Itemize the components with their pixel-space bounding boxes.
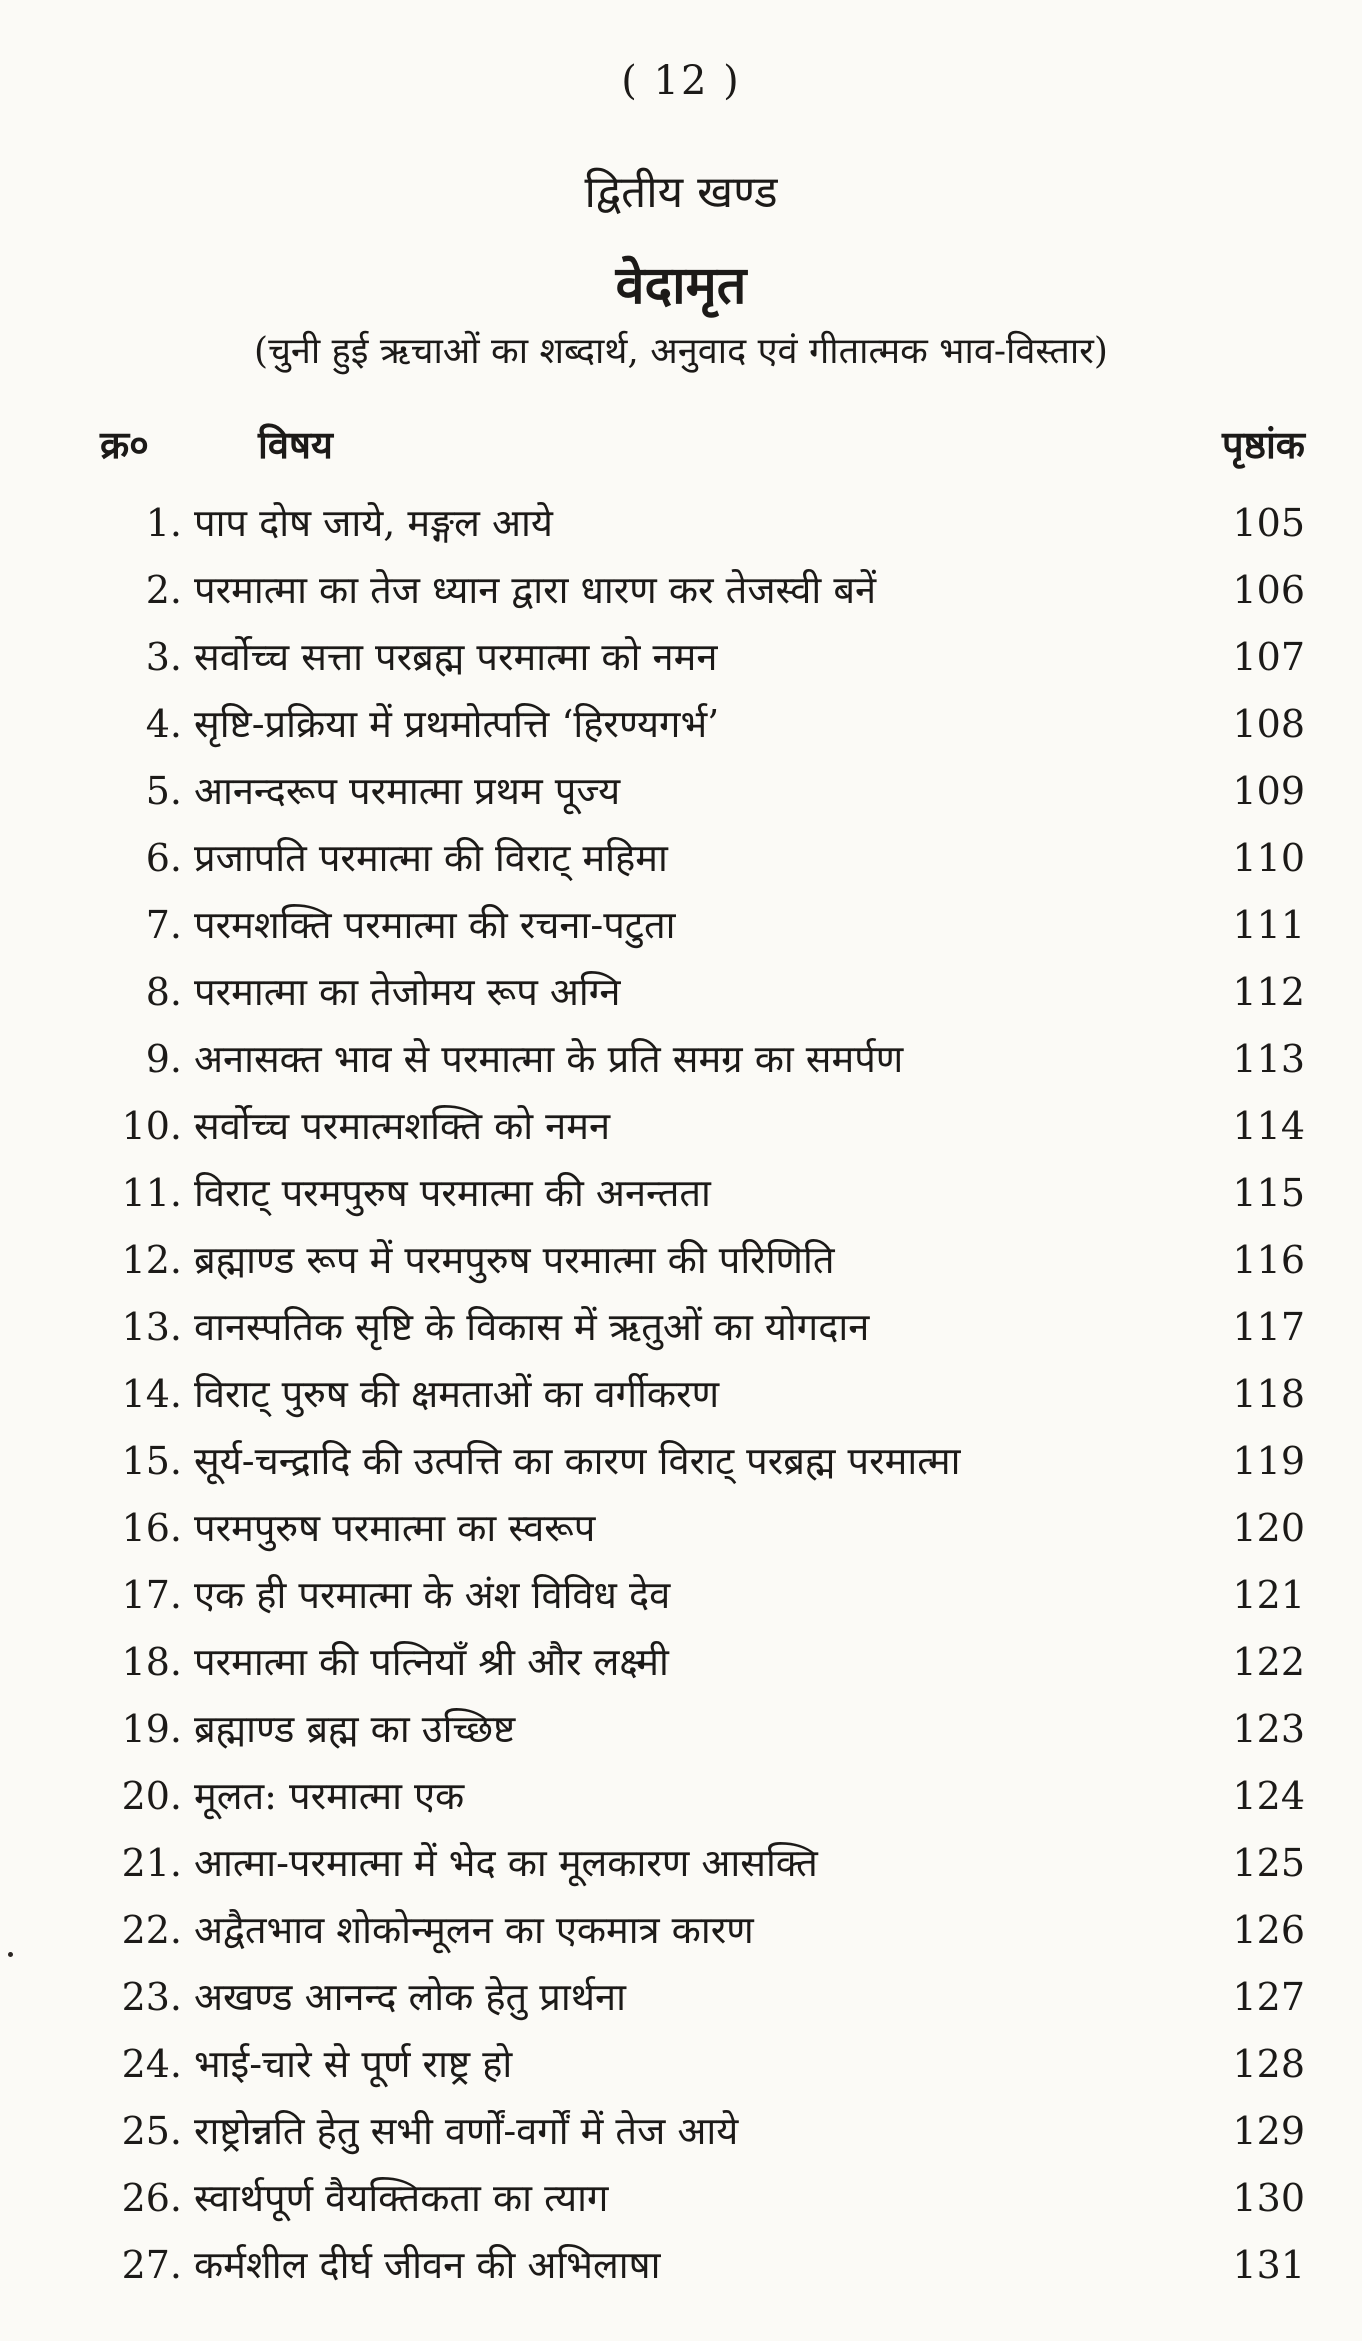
entry-page-number: 113 <box>1232 1037 1305 1081</box>
toc-entry <box>100 691 1305 758</box>
toc-entry <box>100 1160 1305 1227</box>
toc-entry <box>100 1026 1305 1093</box>
toc-entry <box>100 1093 1305 1160</box>
toc-entry <box>100 1562 1305 1629</box>
entry-title: स्वार्थपूर्ण वैयक्तिकता का त्याग <box>194 2176 609 2220</box>
toc-entry <box>100 1763 1305 1830</box>
entry-title: सर्वोच्च सत्ता परब्रह्म परमात्मा को नमन <box>194 635 718 679</box>
entry-page-number: 110 <box>1232 836 1305 880</box>
entry-number: 22. <box>121 1908 182 1952</box>
entry-title: ब्रह्माण्ड ब्रह्म का उच्छिष्ट <box>194 1707 516 1751</box>
entry-page-number: 122 <box>1232 1640 1305 1684</box>
entry-number: 1. <box>145 501 182 545</box>
entry-number: 2. <box>145 568 182 612</box>
entry-page-number: 108 <box>1232 702 1305 746</box>
entry-page-number: 120 <box>1232 1506 1305 1550</box>
entry-page-number: 123 <box>1232 1707 1305 1751</box>
entry-page-number: 124 <box>1232 1774 1305 1818</box>
entry-number: 6. <box>145 836 182 880</box>
toc-entry <box>100 959 1305 1026</box>
entry-number: 4. <box>145 702 182 746</box>
entry-title: मूलत: परमात्मा एक <box>194 1774 465 1818</box>
toc-entry <box>100 1428 1305 1495</box>
entry-page-number: 119 <box>1232 1439 1305 1483</box>
entry-number: 14. <box>121 1372 182 1416</box>
entry-page-number: 114 <box>1232 1104 1305 1148</box>
toc-entry <box>100 1495 1305 1562</box>
entry-number: 9. <box>145 1037 182 1081</box>
toc-entry <box>100 1361 1305 1428</box>
toc-entry <box>100 758 1305 825</box>
entry-title: परमशक्ति परमात्मा की रचना-पटुता <box>194 903 676 947</box>
entry-page-number: 106 <box>1232 568 1305 612</box>
entry-number: 16. <box>121 1506 182 1550</box>
entry-number: 13. <box>121 1305 182 1349</box>
page-column-header: पृष्ठांक <box>1222 422 1305 467</box>
entry-number: 7. <box>145 903 182 947</box>
toc-entry <box>100 825 1305 892</box>
entry-title: आनन्दरूप परमात्मा प्रथम पूज्य <box>194 769 621 813</box>
entry-page-number: 125 <box>1232 1841 1305 1885</box>
entry-title: सर्वोच्च परमात्मशक्ति को नमन <box>194 1104 611 1148</box>
toc-entry <box>100 490 1305 557</box>
subtitle: (चुनी हुई ऋचाओं का शब्दार्थ, अनुवाद एवं गीतात्मक भाव-विस्तार) <box>254 331 1108 372</box>
entry-page-number: 109 <box>1232 769 1305 813</box>
entry-number: 21. <box>121 1841 182 1885</box>
book-title: वेदामृत <box>615 255 747 316</box>
toc-entry <box>100 1629 1305 1696</box>
entry-number: 18. <box>121 1640 182 1684</box>
entry-page-number: 121 <box>1232 1573 1305 1617</box>
toc-entry <box>100 1964 1305 2031</box>
entry-number: 11. <box>121 1171 182 1215</box>
entry-page-number: 131 <box>1232 2243 1305 2287</box>
entry-title: एक ही परमात्मा के अंश विविध देव <box>194 1573 671 1617</box>
entry-title: परमपुरुष परमात्मा का स्वरूप <box>194 1506 596 1550</box>
serial-column-header: क्र० <box>100 422 149 467</box>
entry-number: 5. <box>145 769 182 813</box>
toc-entry <box>100 2098 1305 2165</box>
entry-title: पाप दोष जाये, मङ्गल आये <box>194 501 553 545</box>
toc-entry <box>100 1897 1305 1964</box>
toc-entry <box>100 2031 1305 2098</box>
entry-page-number: 107 <box>1232 635 1305 679</box>
entry-title: कर्मशील दीर्घ जीवन की अभिलाषा <box>194 2243 661 2287</box>
entry-number: 25. <box>121 2109 182 2153</box>
entry-title: अखण्ड आनन्द लोक हेतु प्रार्थना <box>194 1975 626 2019</box>
entry-title: अद्वैतभाव शोकोन्मूलन का एकमात्र कारण <box>194 1908 754 1952</box>
entry-title: अनासक्त भाव से परमात्मा के प्रति समग्र का समर्पण <box>194 1037 904 1081</box>
entry-number: 12. <box>121 1238 182 1282</box>
entry-title: ब्रह्माण्ड रूप में परमपुरुष परमात्मा की परिणिति <box>194 1238 835 1282</box>
toc-entry <box>100 892 1305 959</box>
toc-entry <box>100 1227 1305 1294</box>
entry-number: 10. <box>121 1104 182 1148</box>
toc-entry <box>100 2232 1305 2299</box>
entry-title: वानस्पतिक सृष्टि के विकास में ऋतुओं का योगदान <box>194 1305 870 1349</box>
entry-page-number: 117 <box>1232 1305 1305 1349</box>
entry-number: 3. <box>145 635 182 679</box>
entry-title: आत्मा-परमात्मा में भेद का मूलकारण आसक्ति <box>194 1841 818 1885</box>
entry-number: 17. <box>121 1573 182 1617</box>
entry-title: राष्ट्रोन्नति हेतु सभी वर्णों-वर्गों में तेज आये <box>194 2109 739 2153</box>
entry-number: 26. <box>121 2176 182 2220</box>
toc-entry <box>100 557 1305 624</box>
entry-title: भाई-चारे से पूर्ण राष्ट्र हो <box>194 2042 513 2086</box>
toc-entry <box>100 1830 1305 1897</box>
entry-page-number: 127 <box>1232 1975 1305 2019</box>
entry-page-number: 115 <box>1232 1171 1305 1215</box>
toc-entry <box>100 2165 1305 2232</box>
page-number: ( 12 ) <box>621 58 741 104</box>
entry-number: 8. <box>145 970 182 1014</box>
entry-page-number: 130 <box>1232 2176 1305 2220</box>
entry-page-number: 128 <box>1232 2042 1305 2086</box>
entry-title: सूर्य-चन्द्रादि की उत्पत्ति का कारण विराट् परब्रह्म परमात्मा <box>194 1439 961 1483</box>
section-title: द्वितीय खण्ड <box>584 167 778 218</box>
entry-page-number: 126 <box>1232 1908 1305 1952</box>
entry-page-number: 129 <box>1232 2109 1305 2153</box>
print-speck <box>8 1952 13 1957</box>
entry-page-number: 116 <box>1232 1238 1305 1282</box>
toc-header <box>100 418 1305 468</box>
entry-title: विराट् परमपुरुष परमात्मा की अनन्तता <box>194 1171 711 1215</box>
entry-title: विराट् पुरुष की क्षमताओं का वर्गीकरण <box>194 1372 720 1416</box>
entry-title: प्रजापति परमात्मा की विराट् महिमा <box>194 836 668 880</box>
entry-page-number: 118 <box>1232 1372 1305 1416</box>
toc-list <box>100 490 1305 2299</box>
entry-number: 15. <box>121 1439 182 1483</box>
entry-title: परमात्मा का तेज ध्यान द्वारा धारण कर तेजस्वी बनें <box>194 568 877 612</box>
entry-page-number: 105 <box>1232 501 1305 545</box>
entry-number: 20. <box>121 1774 182 1818</box>
toc-entry <box>100 624 1305 691</box>
entry-number: 27. <box>121 2243 182 2287</box>
entry-number: 23. <box>121 1975 182 2019</box>
entry-page-number: 112 <box>1232 970 1305 1014</box>
subject-column-header: विषय <box>258 422 333 467</box>
entry-title: परमात्मा की पत्नियाँ श्री और लक्ष्मी <box>194 1640 669 1684</box>
entry-number: 19. <box>121 1707 182 1751</box>
entry-title: परमात्मा का तेजोमय रूप अग्नि <box>194 970 621 1014</box>
entry-page-number: 111 <box>1232 903 1305 947</box>
entry-number: 24. <box>121 2042 182 2086</box>
toc-entry <box>100 1294 1305 1361</box>
toc-entry <box>100 1696 1305 1763</box>
entry-title: सृष्टि-प्रक्रिया में प्रथमोत्पत्ति ‘हिरण्यगर्भ’ <box>194 702 720 746</box>
